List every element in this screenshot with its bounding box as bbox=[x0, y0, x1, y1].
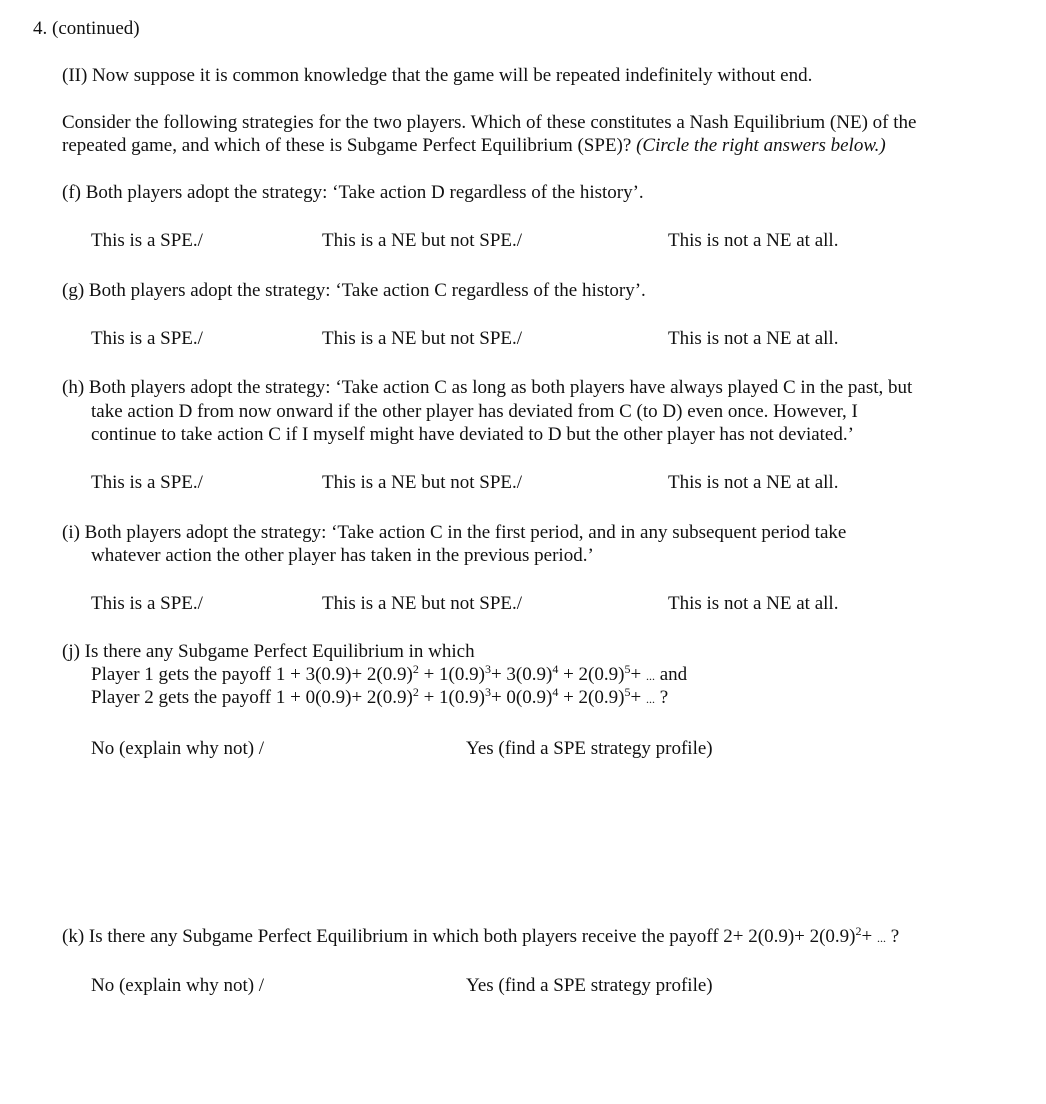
option-h-spe[interactable]: This is a SPE./ bbox=[91, 472, 203, 493]
question-f: (f) Both players adopt the strategy: ‘Take action D regardless of the history’. bbox=[62, 182, 644, 203]
answer-j-no[interactable]: No (explain why not) / bbox=[91, 738, 265, 759]
part-ii-intro: (II) Now suppose it is common knowledge that the game will be repeated indefinitely without end. bbox=[62, 65, 813, 86]
player-2-payoff: Player 2 gets the payoff $1 + 0(0.9)+ 2(0.9)^2 + 1(0.9)^3+ 0(0.9)^4 + 2(0.9)^5+$ ... ? bbox=[91, 685, 669, 708]
consider-line-1: Consider the following strategies for the two players. Which of these constitutes a Nash Equilibrium (NE) of the bbox=[62, 112, 917, 133]
question-i-line-2: whatever action the other player has taken in the previous period.’ bbox=[91, 545, 594, 566]
option-i-spe[interactable]: This is a SPE./ bbox=[91, 593, 203, 614]
option-f-not-ne[interactable]: This is not a NE at all. bbox=[668, 230, 839, 251]
question-header: 4. (continued) bbox=[33, 18, 140, 39]
option-i-ne-not-spe[interactable]: This is a NE but not SPE./ bbox=[322, 593, 523, 614]
option-f-ne-not-spe[interactable]: This is a NE but not SPE./ bbox=[322, 230, 523, 251]
option-g-spe[interactable]: This is a SPE./ bbox=[91, 328, 203, 349]
consider-line-2 bbox=[62, 134, 886, 157]
option-h-ne-not-spe[interactable]: This is a NE but not SPE./ bbox=[322, 472, 523, 493]
option-g-not-ne[interactable]: This is not a NE at all. bbox=[668, 328, 839, 349]
question-j-line-1: (j) Is there any Subgame Perfect Equilibrium in which bbox=[62, 641, 475, 662]
question-h-line-3: continue to take action C if I myself might have deviated to D but the other player has not deviated.’ bbox=[91, 424, 854, 445]
answer-k-yes[interactable]: Yes (find a SPE strategy profile) bbox=[466, 975, 713, 996]
consider-text: repeated game, and which of these is Subgame Perfect Equilibrium (SPE)? bbox=[62, 135, 637, 156]
answer-k-no[interactable]: No (explain why not) / bbox=[91, 975, 265, 996]
question-h-line-1: (h) Both players adopt the strategy: ‘Take action C as long as both players have always played C in the past, but bbox=[62, 377, 913, 398]
option-f-spe[interactable]: This is a SPE./ bbox=[91, 230, 203, 251]
question-i-line-1: (i) Both players adopt the strategy: ‘Take action C in the first period, and in any subsequent period take bbox=[62, 522, 847, 543]
player-1-payoff: Player 1 gets the payoff $1 + 3(0.9)+ 2(0.9)^2 + 1(0.9)^3+ 3(0.9)^4 + 2(0.9)^5+$ ... and bbox=[91, 662, 688, 685]
circle-instruction: (Circle the right answers below.) bbox=[636, 135, 886, 156]
option-h-not-ne[interactable]: This is not a NE at all. bbox=[668, 472, 839, 493]
option-g-ne-not-spe[interactable]: This is a NE but not SPE./ bbox=[322, 328, 523, 349]
question-g: (g) Both players adopt the strategy: ‘Take action C regardless of the history’. bbox=[62, 280, 646, 301]
answer-j-yes[interactable]: Yes (find a SPE strategy profile) bbox=[466, 738, 713, 759]
question-k: (k) Is there any Subgame Perfect Equilibrium in which both players receive the payoff $2+ 2(0.9)+ 2(0.9)^2+$ ... ? bbox=[62, 924, 900, 947]
question-h-line-2: take action D from now onward if the other player has deviated from C (to D) even once. However, I bbox=[91, 401, 858, 422]
option-i-not-ne[interactable]: This is not a NE at all. bbox=[668, 593, 839, 614]
